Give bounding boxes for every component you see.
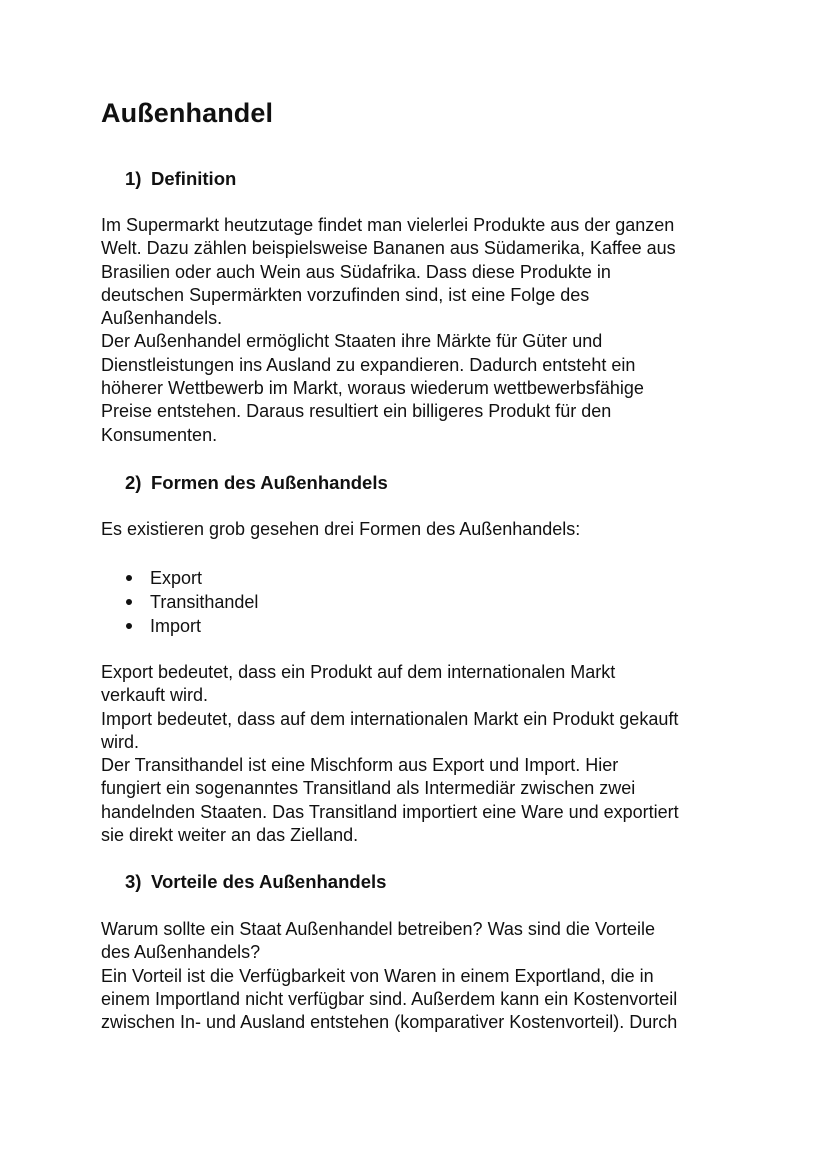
text-line: Dienstleistungen ins Ausland zu expandieren. Dadurch entsteht ein <box>101 354 636 375</box>
text-line: zwischen In- und Ausland entstehen (komparativer Kostenvorteil). Durch <box>101 1012 678 1033</box>
formen-intro <box>101 518 741 541</box>
text-line: Im Supermarkt heutzutage findet man vielerlei Produkte aus der ganzen <box>101 215 675 235</box>
text-line: des Außenhandels? <box>101 942 261 963</box>
list-item-label: Transithandel <box>150 592 259 612</box>
document-title: Außenhandel <box>101 98 274 128</box>
section-title: Definition <box>151 168 237 189</box>
list-item <box>124 566 258 590</box>
text-line: fungiert ein sogenanntes Transitland als Intermediär zwischen zwei <box>101 778 636 799</box>
text-line: Der Außenhandel ermöglicht Staaten ihre Märkte für Güter und <box>101 331 603 352</box>
list-item <box>124 590 258 614</box>
section-heading-formen <box>125 472 388 494</box>
section-heading-vorteile <box>125 871 386 893</box>
text-line: Konsumenten. <box>101 424 218 445</box>
text-line: Preise entstehen. Daraus resultiert ein billigeres Produkt für den <box>101 401 612 422</box>
text-line: wird. <box>101 731 140 752</box>
list-item <box>124 614 258 638</box>
bullet-icon <box>126 575 132 581</box>
section-number: 3) <box>125 871 142 892</box>
bullet-icon <box>126 599 132 605</box>
text-line: sie direkt weiter an das Zielland. <box>101 825 359 846</box>
text-line: höherer Wettbewerb im Markt, woraus wiederum wettbewerbsfähige <box>101 378 644 399</box>
text-line: handelnden Staaten. Das Transitland importiert eine Ware und exportiert <box>101 801 679 822</box>
section-title: Vorteile des Außenhandels <box>151 871 387 892</box>
formen-bullet-list <box>124 566 258 638</box>
text-line: Import bedeutet, dass auf dem internationalen Markt ein Produkt gekauft <box>101 708 679 729</box>
section-title: Formen des Außenhandels <box>151 472 388 493</box>
text-line: Außenhandels. <box>101 308 223 329</box>
text-line: Ein Vorteil ist die Verfügbarkeit von Waren in einem Exportland, die in <box>101 965 654 986</box>
text-line: Der Transithandel ist eine Mischform aus Export und Import. Hier <box>101 755 619 776</box>
text-line: Es existieren grob gesehen drei Formen des Außenhandels: <box>101 519 581 539</box>
section-heading-definition <box>125 168 236 190</box>
text-line: Warum sollte ein Staat Außenhandel betreiben? Was sind die Vorteile <box>101 919 655 939</box>
text-line: einem Importland nicht verfügbar sind. Außerdem kann ein Kostenvorteil <box>101 988 678 1009</box>
list-item-label: Export <box>150 568 203 588</box>
text-line: Export bedeutet, dass ein Produkt auf dem internationalen Markt <box>101 662 616 682</box>
text-line: verkauft wird. <box>101 685 209 706</box>
formen-paragraph <box>101 661 741 847</box>
text-line: Brasilien oder auch Wein aus Südafrika. Dass diese Produkte in <box>101 261 611 282</box>
list-item-label: Import <box>150 616 202 636</box>
section-number: 2) <box>125 472 142 493</box>
definition-paragraph <box>101 214 741 447</box>
bullet-icon <box>126 623 132 629</box>
section-number: 1) <box>125 168 142 189</box>
vorteile-paragraph <box>101 918 741 1034</box>
text-line: deutschen Supermärkten vorzufinden sind, ist eine Folge des <box>101 284 590 305</box>
text-line: Welt. Dazu zählen beispielsweise Bananen aus Südamerika, Kaffee aus <box>101 238 676 259</box>
